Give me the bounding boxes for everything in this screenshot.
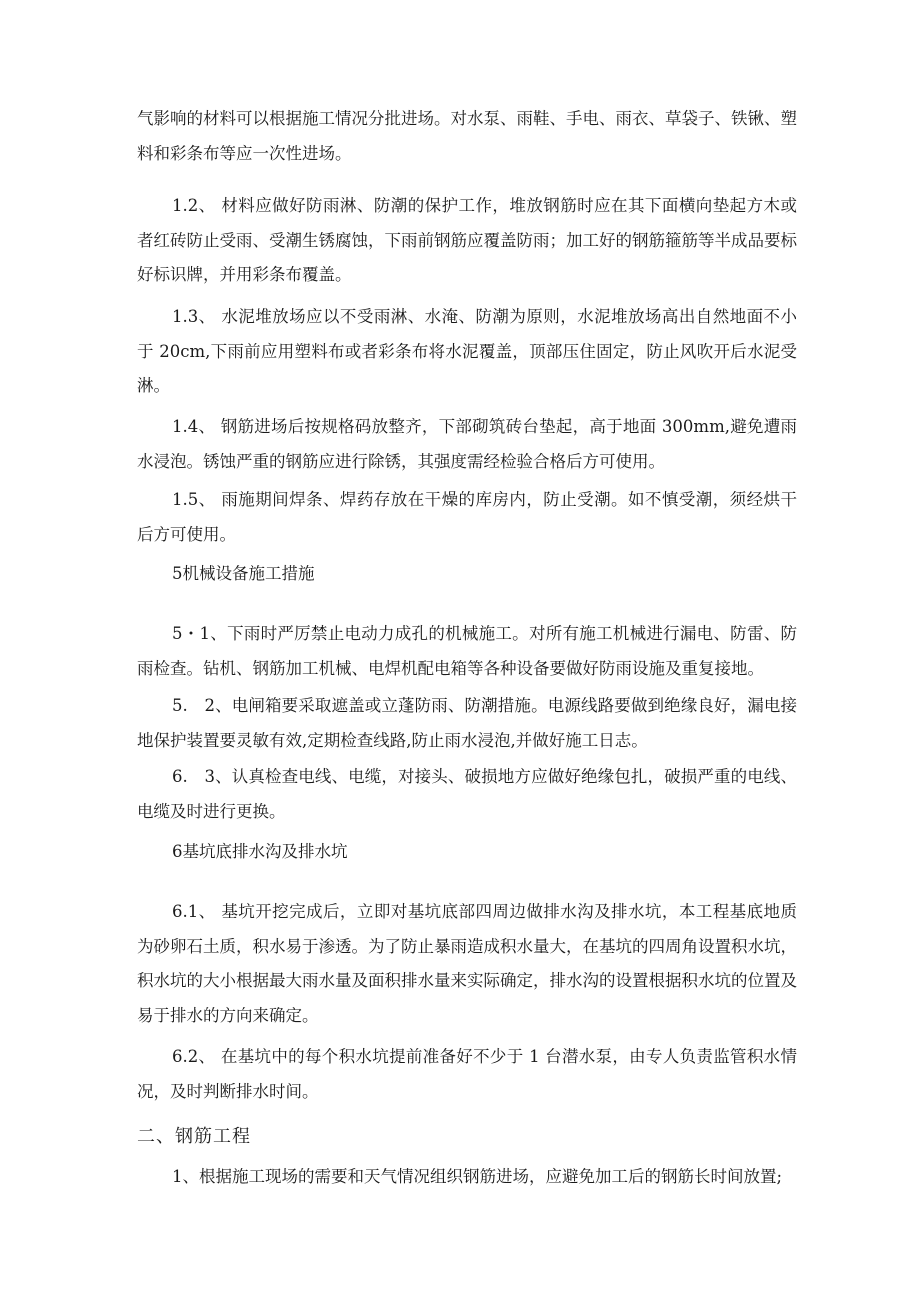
paragraph-1-3: 1.3、 水泥堆放场应以不受雨淋、水淹、防潮为原则，水泥堆放场高出自然地面不小于 20cm,下雨前应用塑料布或者彩条布将水泥覆盖，顶部压住固定，防止风吹开后水泥受淋。 bbox=[137, 307, 797, 395]
paragraph-1-2: 1.2、 材料应做好防雨淋、防潮的保护工作，堆放钢筋时应在其下面横向垫起方木或者红砖防止受雨、受潮生锈腐蚀，下雨前钢筋应覆盖防雨；加工好的钢筋箍筋等半成品要标好标识牌，并用彩条布覆盖。 bbox=[137, 196, 797, 284]
paragraph-6-2: 6.2、 在基坑中的每个积水坑提前准备好不少于 1 台潜水泵，由专人负责监管积水情况，及时判断排水时间。 bbox=[137, 1047, 797, 1101]
paragraph-1-5: 1.5、 雨施期间焊条、焊药存放在干燥的库房内，防止受潮。如不慎受潮，须经烘干后方可使用。 bbox=[137, 490, 797, 544]
paragraph-1-4: 1.4、 钢筋进场后按规格码放整齐，下部砌筑砖台垫起，高于地面 300mm,避免遭雨水浸泡。锈蚀严重的钢筋应进行除锈，其强度需经检验合格后方可使用。 bbox=[137, 417, 797, 471]
heading-steel-works: 二、钢筋工程 bbox=[137, 1126, 251, 1147]
paragraph-6-3: 6. 3、认真检查电线、电缆，对接头、破损地方应做好绝缘包扎，破损严重的电线、电缆及时进行更换。 bbox=[137, 767, 797, 821]
paragraph-5-2: 5. 2、电闸箱要采取遮盖或立蓬防雨、防潮措施。电源线路要做到绝缘良好，漏电接地保护装置要灵敏有效,定期检查线路,防止雨水浸泡,并做好施工日志。 bbox=[137, 696, 797, 750]
paragraph-material-entry: 气影响的材料可以根据施工情况分批进场。对水泵、雨鞋、手电、雨衣、草袋子、铁锹、塑料和彩条布等应一次性进场。 bbox=[137, 109, 797, 163]
heading-section-5: 5机械设备施工措施 bbox=[172, 564, 315, 583]
heading-section-6: 6基坑底排水沟及排水坑 bbox=[172, 842, 348, 861]
paragraph-5-1: 5・1、下雨时严厉禁止电动力成孔的机械施工。对所有施工机械进行漏电、防雷、防雨检查。钻机、钢筋加工机械、电焊机配电箱等各种设备要做好防雨设施及重复接地。 bbox=[137, 624, 797, 678]
paragraph-6-1: 6.1、 基坑开挖完成后，立即对基坑底部四周边做排水沟及排水坑，本工程基底地质为砂卵石土质，积水易于渗透。为了防止暴雨造成积水量大，在基坑的四周角设置积水坑，积水坑的大小根据最大雨水量及面积排水量来实际确定，排水沟的设置根据积水坑的位置及易于排水的方向来确定。 bbox=[137, 902, 797, 1025]
paragraph-steel-1: 1、根据施工现场的需要和天气情况组织钢筋进场，应避免加工后的钢筋长时间放置; bbox=[172, 1167, 783, 1186]
